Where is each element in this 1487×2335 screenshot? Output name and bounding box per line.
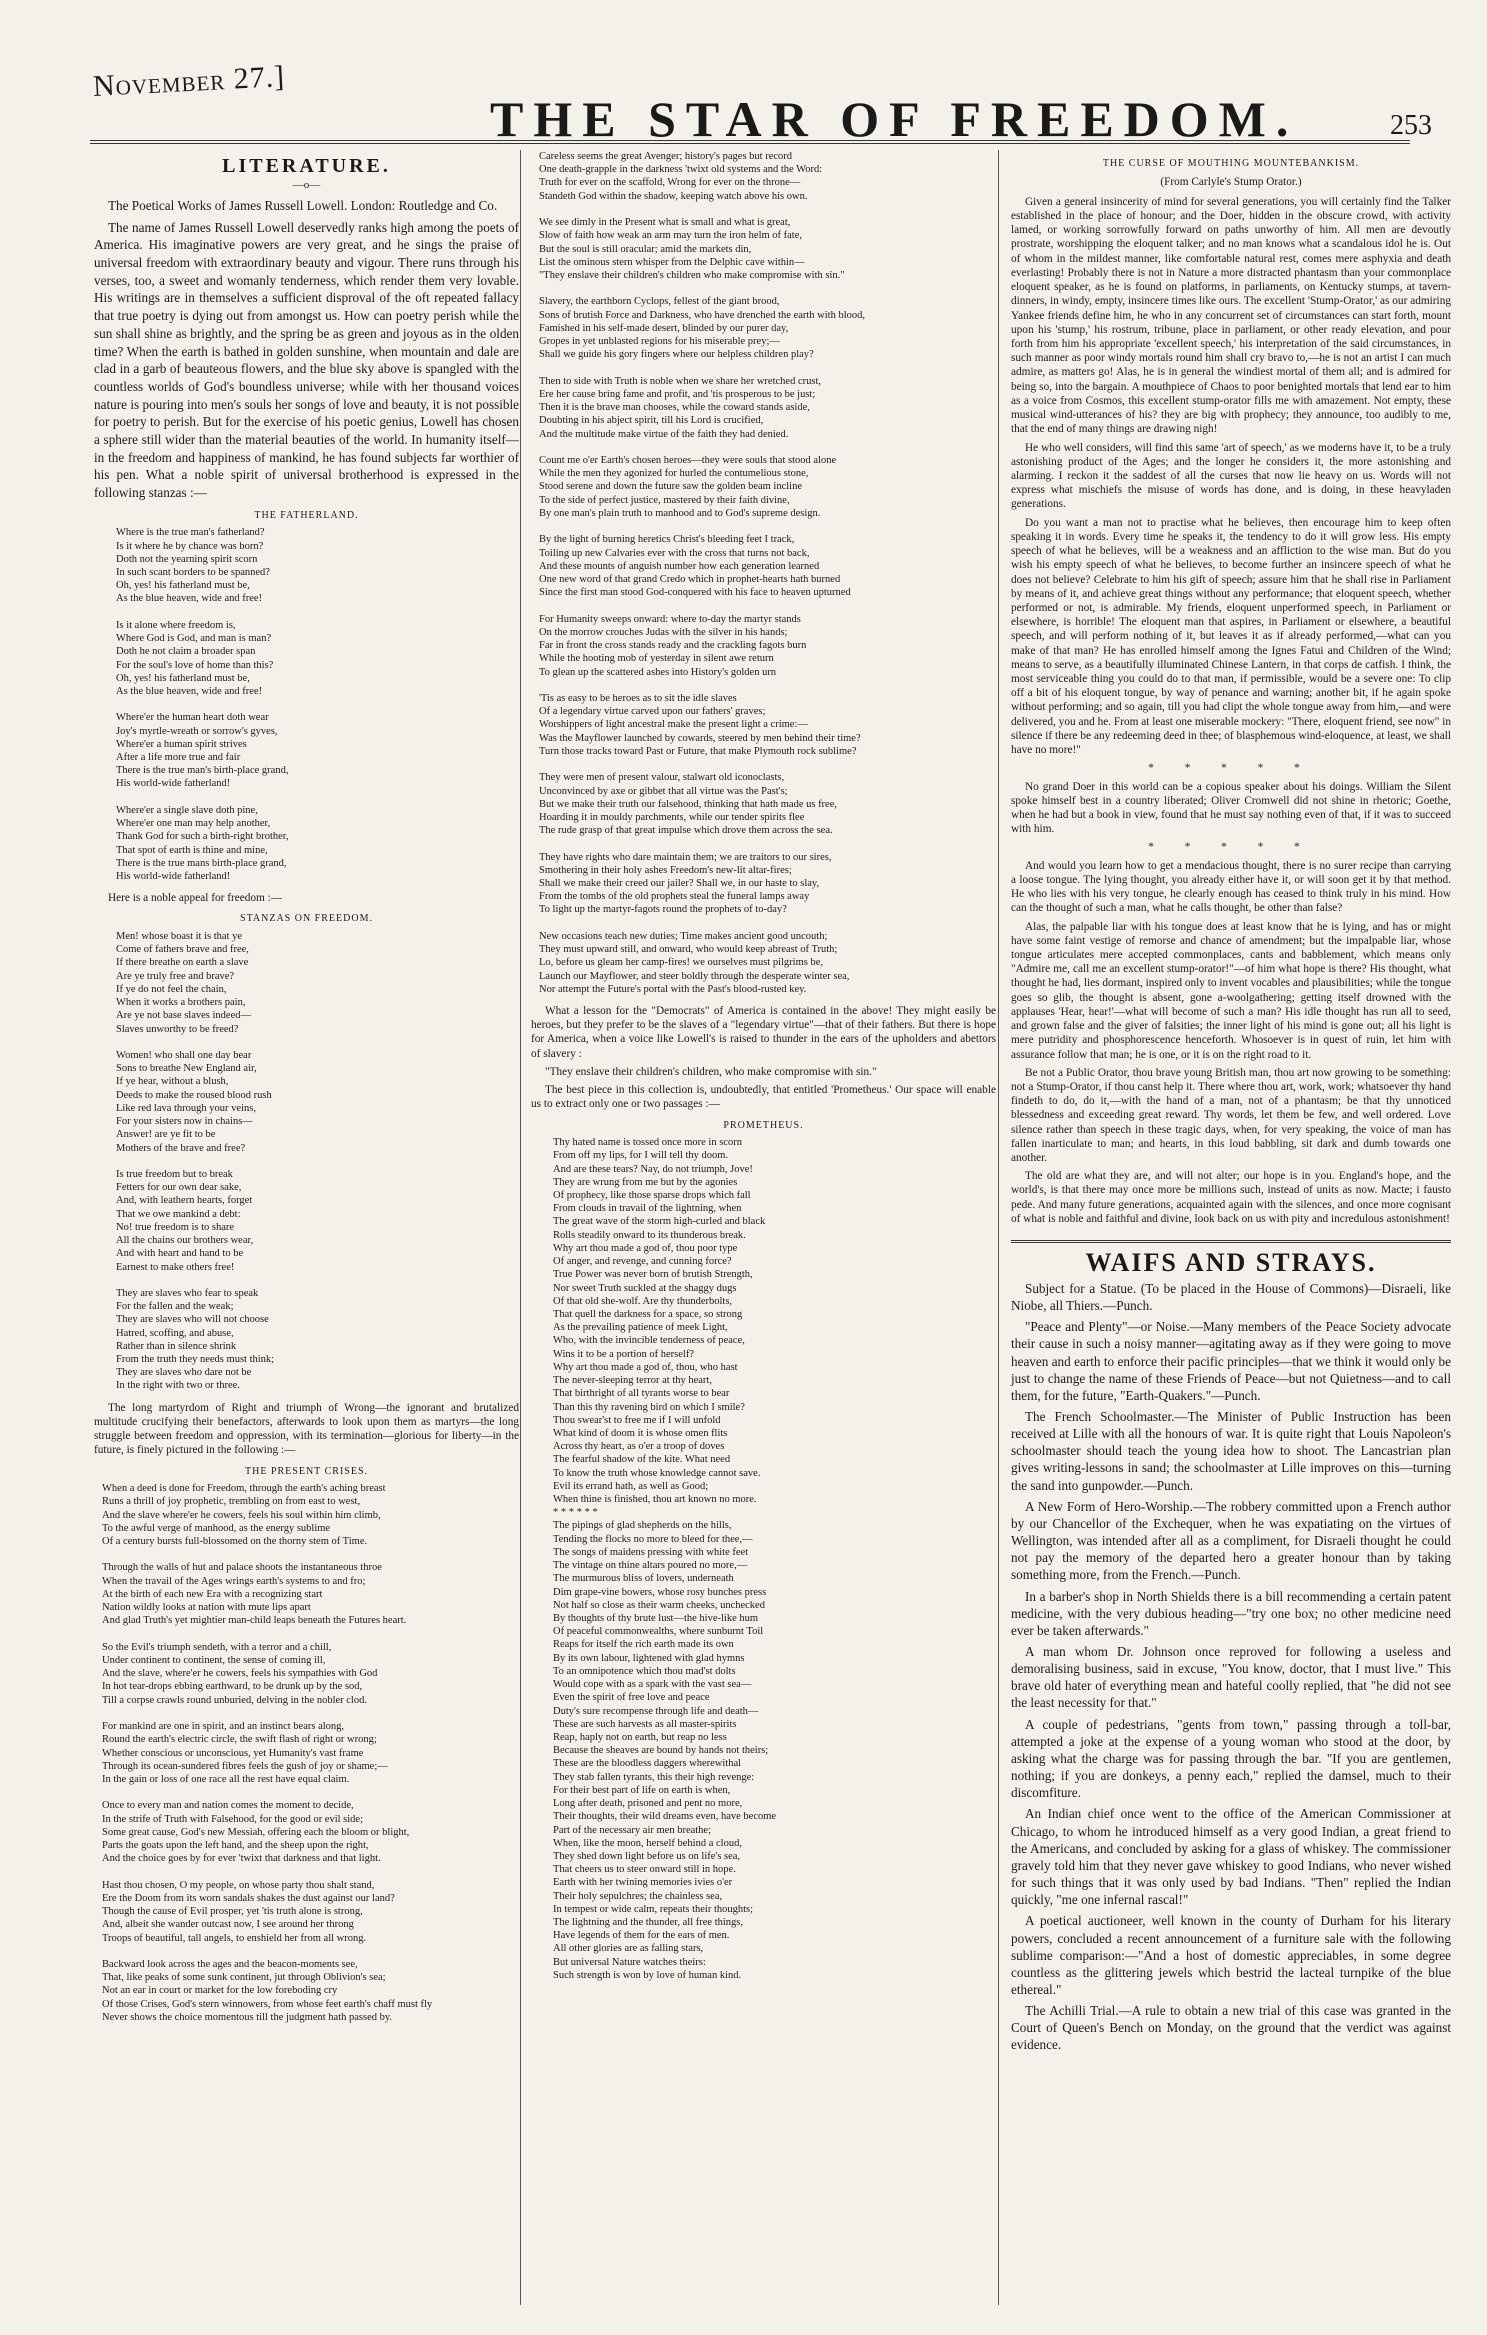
masthead-title: THE STAR OF FREEDOM. xyxy=(490,91,1299,147)
column-2 xyxy=(520,150,996,2305)
poem-title: THE PRESENT CRISES. xyxy=(245,1465,368,1477)
poem-title: PROMETHEUS. xyxy=(723,1119,804,1131)
article-title: THE CURSE OF MOUTHING MOUNTEBANKISM. xyxy=(1102,158,1360,169)
waif-item: The Achilli Trial.—A rule to obtain a new trial of this case was granted in the Court of Queen's Bench on Monday, on the ground that the verdict was against evidence. xyxy=(1011,2003,1451,2053)
review-paragraph: What a lesson for the "Democrats" of America is contained in the above! They might easily be heroes, but they prefer to be the slaves of a "legendary virtue"—that of their fathers. But there is hope for America, when a voice like Lowell's is raised to thunder in the ears of the upholders and abettors of slavery : xyxy=(531,1005,996,1060)
waif-item: A poetical auctioneer, well known in the county of Durham for his literary powers, concluded a recent announcement of a furniture sale with the following sublime comparison:—"And a host of domestic appreciables, in some degree countless as the glittering jewels which bestrid the lacteal turnpike of the blue ethereal." xyxy=(1011,1913,1451,1997)
waif-item: The French Schoolmaster.—The Minister of Public Instruction has been received at Lille with all the honours of war. It is quite right that Louis Napoleon's schoolmaster should teach the young idea how to shoot. The Lancastrian plan gives writing-lessons in sand; the schoolmaster at Lille improves on this—turning the sand into gunpowder.—Punch. xyxy=(1011,1408,1451,1493)
section-stars: * * * * * xyxy=(1148,841,1314,854)
poem-fatherland: Where is the true man's fatherland? Is it where he by chance was born? Doth not the yearning spirit scorn In such scant borders to be spanned? Oh, yes! his fatherland must be, As the blue heaven, wide and free! Is it alone where freedom is, Where God is God, and man is man? Doth he not claim a broader span For the soul's love of home than this? Oh, yes! his fatherland must be, As the blue heaven, wide and free! Where'er the human heart doth wear Joy's myrtle-wreath or sorrow's gyves, Where'er a human spirit strives After a life more true and fair There is the true man's birth-place grand, His world-wide fatherland! Where'er a single slave doth pine, Where'er one man may help another, Thank God for such a birth-right brother, That spot of earth is thine and mine, There is the true mans birth-place grand, His world-wide fatherland! xyxy=(116,527,289,883)
column-1 xyxy=(94,150,519,2305)
article-source: (From Carlyle's Stump Orator.) xyxy=(1160,175,1302,188)
page-header xyxy=(0,0,1487,150)
waif-item: In a barber's shop in North Shields there is a bill recommending a certain patent medicine, with the very dubious heading—"try one box; no other medicine need ever be taken afterwards." xyxy=(1011,1588,1451,1638)
poem-stanzas-freedom: Men! whose boast it is that ye Come of fathers brave and free, If there breathe on earth a slave Are ye truly free and brave? If ye do not feel the chain, When it works a brothers pain, Are ye not base slaves indeed— Slaves unworthy to be freed? Women! who shall one day bear Sons to breathe New England air, If ye hear, without a blush, Deeds to make the roused blood rush Like red lava through your veins, For your sisters now in chains— Answer! are ye fit to be Mothers of the brave and free? Is true freedom but to break Fetters for our own dear sake, And, with leathern hearts, forget That we owe mankind a debt: No! true freedom is to share All the chains our brothers wear, And with heart and hand to be Earnest to make others free! They are slaves who fear to speak For the fallen and the weak; They are slaves who will not choose Hatred, scoffing, and abuse, Rather than in silence shrink From the truth they needs must think; They are slaves who dare not be In the right with two or three. xyxy=(116,931,275,1392)
waif-item: "Peace and Plenty"—or Noise.—Many members of the Peace Society advocate their cause in such a noisy manner—agitating away as if they were going to move heaven and earth to enforce their pacific principles—that we think it would only be just to change the name of these Friends of Peace—but not Quietness—and to call them, for the future, "Earth-Quakers."—Punch. xyxy=(1011,1319,1451,1403)
waif-item: An Indian chief once went to the office of the American Commissioner at Chicago, to whom he introduced himself as a very good Indian, a great friend to the Americans, and concluded by asking for a glass of whiskey. The commissioner gravely told him that they never gave whiskey to good Indians, who never wished for such things that it was only used by bad Indians. "Then" replied the Indian quickly, "me one infernal rascal!" xyxy=(1011,1806,1451,1908)
waif-item: A couple of pedestrians, "gents from town," passing through a toll-bar, attempted a joke at the expense of a young woman who stood at the door, by asking what the charge was for passing through the bar. "If you are gentlemen, nothing; if you are donkeys, a penny each," replied the damsel, much to their discomfiture. xyxy=(1011,1716,1451,1801)
article-paragraph: Do you want a man not to practise what he believes, then encourage him to keep often speaking it in words. Every time he speaks it, the tendency to do it will grow less. His empty speech of what he believes, will be a weakness and an affliction to the wise man. But do you wish his empty speech of what he believes, to become further an insincere speech of what he does not believe? Celebrate to him his gift of speech; assure him that he shall rise in Parliament by means of it, and achieve great things without any performance; that eloquent speech, whether performed or not, is admirable. My friends, eloquent unperformed speech, in Parliament or elsewhere, is horrible! The eloquent man that aspires, in Parliament or elsewhere, a beautiful speech, and will perform nothing of it, but leaves it as if already performed,—what can you make of that man? He has enrolled himself among the Ignes Fatui and Children of the Wind; means to serve, as a beautifully illuminated Chinese Lantern, in that corps de catfish. I think, the most serviceable thing you could do to that man, if permissible, would be a severe one: To clip off a bit of his eloquent tongue, by way of penance and warning; another bit, if he again spoke without performing; and so again, till you had clipt the whole tongue away from him,—and were delivered, you and he. From at least one miserable mockery: "There, eloquent friend, see now" in silence if there be any redeeming deed in thee; of blasphemous wind-eloquence, at least, we shall have no more!" xyxy=(1011,516,1451,757)
book-citation: The Poetical Works of James Russell Lowell. London: Routledge and Co. xyxy=(108,198,498,214)
poem-present-crises: When a deed is done for Freedom, through the earth's aching breast Runs a thrill of joy prophetic, trembling on from east to west, And the slave where'er he cowers, feels his soul within him climb, To the awful verge of manhood, as the energy sublime Of a century bursts full-blossomed on the thorny stem of Time. Through the walls of hut and palace shoots the instantaneous throe When the travail of the Ages wrings earth's systems to and fro; At the birth of each new Era with a recognizing start Nation wildly looks at nation with mute lips apart And glad Truth's yet mightier man-child leaps beneath the Futures heart. So the Evil's triumph sendeth, with a terror and a chill, Under continent to continent, the sense of coming ill, And the slave, where'er he cowers, feels his sympathies with God In hot tear-drops ebbing earthward, to be drunk up by the sod, Till a corpse crawls round unburied, delving in the nobler clod. For mankind are one in spirit, and an instinct bears along, Round the earth's electric circle, the swift flash of right or wrong; Whether conscious or unconscious, yet Humanity's vast frame Through its ocean-sundered fibres feels the gush of joy or shame;— In the gain or loss of one race all the rest have equal claim. Once to every man and nation comes the moment to decide, In the strife of Truth with Falsehood, for the good or evil side; Some great cause, God's new Messiah, offering each the bloom or blight, Parts the goats upon the left hand, and the sheep upon the right, And the choice goes by for ever 'twixt that darkness and that light. Hast thou chosen, O my people, on whose party thou shalt stand, Ere the Doom from its worn sandals shakes the dust against our land? Though the cause of Evil prosper, yet 'tis truth alone is strong, And, albeit she wander outcast now, I see around her throng Troops of beautiful, tall angels, to enshield her from all wrong. Backward look across the ages and the beacon-moments see, That, like peaks of some sunk continent, jut through Oblivion's sea; Not an ear in court or market for the low foreboding cry Of those Crises, God's stern winnowers, from whose feet earth's chaff must fly Never shows the choice momentous till the judgment hath passed by. xyxy=(102,1483,433,2023)
article-paragraph: The old are what they are, and will not alter; our hope is in you. England's hope, and the world's, is that there may once more be millions such, instead of units as now. Macte; i fausto pede. And many future generations, acquainted again with the silences, and once more cognisant of what is noble and faithful and divine, look back on us with pity and incredulous astonishment! xyxy=(1011,1170,1451,1225)
waif-item: A New Form of Hero-Worship.—The robbery committed upon a French author by our Chancellor of the Exchequer, when he was expatiating on the virtues of Wellington, was intended after all as a compliment, for Disraeli thought he could not pay the memory of the departed hero a greater honour than by taking something more, from the French.—Punch. xyxy=(1011,1498,1451,1583)
poem-title: THE FATHERLAND. xyxy=(254,509,359,521)
waif-item: Subject for a Statue. (To be placed in the House of Commons)—Disraeli, like Niobe, all Thiers.—Punch. xyxy=(1011,1280,1451,1314)
quote-line: "They enslave their children's children, who make compromise with sin." xyxy=(545,1065,877,1078)
article-paragraph: No grand Doer in this world can be a copious speaker about his doings. William the Silent spoke himself best in a country liberated; Oliver Cromwell did not shine in rhetoric; Goethe, when he had but a book in view, found that he must say nothing even of that, if it was to succeed with him. xyxy=(1011,780,1451,836)
page-number: 253 xyxy=(1390,110,1432,141)
review-paragraph: The long martyrdom of Right and triumph of Wrong—the ignorant and brutalized multitude crucifying their benefactors, afterwards to look upon them as martyrs—the long struggle between freedom and oppression, with its termination—glorious for liberty—in the future, is finely pictured in the following :— xyxy=(94,1401,519,1457)
article-paragraph: Alas, the palpable liar with his tongue does at least know that he is lying, and has or might have some faint vestige of remorse and chance of amendment; but the impalpable liar, whose tongue articulates mere accepted commonplaces, cants and babblement, which means only "Admire me, call me an excellent stump-orator!"—of him what hope is there? His thought, what thought he had, lies dormant, inspired only to invent vocables and plausibilities; while the tongue goes so glib, the thought is absent, gone a-woolgathering; getting itself drowned with the applauses 'Hear, hear!'—what will become of such a man? His idle thought has run all to seed, and grown false and the giver of falsities; the inner light of his mind is gone out; all his light is mere putridity and phosphorescence henceforth. Whosoever is in quest of ruin, let him with assurance follow that man; he is one, or it is on the right road to it. xyxy=(1011,920,1451,1061)
header-rule xyxy=(90,140,1410,144)
poem-prometheus: Thy hated name is tossed once more in scorn From off my lips, for I will tell thy doom. And are these tears? Nay, do not triumph, Jove! They are wrung from me but by the agonies Of prophecy, like those sparse drops which fall From clouds in travail of the lightning, when The great wave of the storm high-curled and black Rolls steadily onward to its thunderous break. Why art thou made a god of, thou poor type Of anger, and revenge, and cunning force? True Power was never born of brutish Strength, Nor sweet Truth suckled at the shaggy dugs Of that old she-wolf. Are thy thunderbolts, That quell the darkness for a space, so strong As the prevailing patience of meek Light, Who, with the invincible tenderness of peace, Wins it to be a portion of herself? Why art thou made a god of, thou, who hast The never-sleeping terror at thy heart, That birthright of all tyrants worse to bear Than this thy ravening bird on which I smile? Thou swear'st to free me if I will unfold What kind of doom it is whose omen flits Across thy heart, as o'er a troop of doves The fearful shadow of the kite. What need To know the truth whose knowledge cannot save. Evil its errand hath, as well as Good; When thine is finished, thou art known no more. * * * * * * The pipings of glad shepherds on the hills, Tending the flocks no more to bleed for thee,— The songs of maidens pressing with white feet The vintage on thine altars poured no more,— The murmurous bliss of lovers, underneath Dim grape-vine bowers, whose rosy bunches press Not half so close as their warm cheeks, unchecked By thoughts of thy brute lust—the hive-like hum Of peaceful commonwealths, where sunburnt Toil Reaps for itself the rich earth made its own By its own labour, lightened with glad hymns To an omnipotence which thou mad'st dolts Would cope with as a spark with the vast sea— Even the spirit of free love and peace Duty's sure recompense through life and death— These are such harvests as all master-spirits Reap, haply not on earth, but reap no less Because the sheaves are bound by hands not theirs; These are the bloodless daggers wherewithal They stab fallen tyrants, this their high revenge: For their best part of life on earth is when, Long after death, prisoned and pent no more, Their thoughts, their wild dreams even, have become Part of the necessary air men breathe; When, like the moon, herself behind a cloud, They shed down light before us on life's sea, That cheers us to steer onward still in hope. Earth with her twining memories ivies o'er Their holy sepulchres; the chainless sea, In tempest or wide calm, repeats their thoughts; The lightning and the thunder, all free things, Have legends of them for the ears of men. All other glories are as falling stars, But universal Nature watches theirs: Such strength is won by love of human kind. xyxy=(553,1137,777,1981)
issue-date: November 27.] xyxy=(92,59,286,103)
ornament: —o— xyxy=(292,179,321,192)
article-paragraph: Given a general insincerity of mind for several generations, you will certainly find the Talker established in the place of honour; and the Doer, hidden in the obscure crowd, with activity lamed, or working sorrowfully forward on paths unworthy of him. All men are devoutly prostrate, worshipping the eloquent talker; and no man knows what a scandalous idol he is. Out of whom in the mildest manner, like comfortable natural rest, comes mere asphyxia and death everlasting! Probably there is not in Nature a more distracted phantasm than your commonplace eloquent speaker, as he is found on platforms, in parliaments, on Kentucky stumps, at tavern-dinners, in windy, empty, insincere times like ours. The excellent 'Stump-Orator,' as our admiring Yankee friends define him, he who in any concurrent set of circumstances can start forth, mount upon his 'stump,' his rostrum, tribune, place in parliament, or other ready elevation, and pour forth from him his appropriate 'excellent speech,' his interpretation of the said circumstances, in such manner as poor windy mortals round him shall cry bravo to,—he is not an artist I can much admire, as matters go! Alas, he is in general the windiest mortal of them all; and is admired for being so, into the bargain. A mouthpiece of Chaos to poor benighted mortals that lend ear to him as a voice from Cosmos, this excellent stump-orator fills me with amazement. Not empty, these musical wind-utterances of his? they are big with prophecy; they announce, too audibly to me, that the end of many things are drawing nigh! xyxy=(1011,195,1451,436)
waifs-heading: WAIFS AND STRAYS. xyxy=(1011,1240,1451,1280)
review-paragraph: Here is a noble appeal for freedom :— xyxy=(108,892,283,905)
article-paragraph: And would you learn how to get a mendacious thought, there is no surer recipe than carrying a loose tongue. The lying thought, you already either have it, or will soon get it by that method. He who lies with his very tongue, he clearly enough has ceased to think truly in his mind. How can the thought of such a man, what he calls thought, be other than false? xyxy=(1011,859,1451,915)
literature-heading: LITERATURE. xyxy=(222,155,391,177)
article-paragraph: Be not a Public Orator, thou brave young British man, thou art now growing to be something: not a Stump-Orator, if thou canst help it. There where thou art, work, work; whatsoever thy hand findeth to do, do it,—with the hand of a man, not of a phantasm; be that thy unnoticed blessedness and exceeding great reward. Thy words, let them be few, and well ordered. Love silence rather than speech in these tragic days, when, for very speaking, the voice of man has fallen inarticulate to man; and hearts, in this loud babbling, sit dark and dumb towards one another. xyxy=(1011,1066,1451,1165)
review-paragraph: The name of James Russell Lowell deservedly ranks high among the poets of America. His imaginative powers are very great, and he sings the praise of universal freedom with extraordinary beauty and vigour. There runs through his verses, too, a sweet and womanly tenderness, which render them very lovable. His writings are in themselves a sufficient disproval of the oft repeated fallacy that true poetry is dying out from amongst us. How can poetry perish while the sun shall shine as brightly, and the spring be as green and joyous as in the olden time? When the earth is bathed in golden sunshine, when mountain and dale are clad in a garb of beauteous flowers, and the blue sky above is spangled with the countless worlds of God's boundless universe; while with her thousand voices nature is pouring into men's souls her songs of love and beauty, it is not possible for poetry to perish. But for the exercise of his poetic genius, Lowell has chosen a sphere still wider than the material beauties of the world. In humanity itself—in the freedom and happiness of mankind, he has found subjects far worthier of his pen. What a noble spirit of universal brotherhood is expressed in the following stanzas :— xyxy=(94,219,519,501)
column-3 xyxy=(998,150,1451,2305)
waif-item: A man whom Dr. Johnson once reproved for following a useless and demoralising business, said in excuse, "You know, doctor, that I must live." This brave old hater of everything mean and hateful coolly replied, that "he did not see the least necessity for that." xyxy=(1011,1644,1451,1711)
review-paragraph: The best piece in this collection is, undoubtedly, that entitled 'Prometheus.' Our space will enable us to extract only one or two passages :— xyxy=(531,1084,996,1111)
section-stars: * * * * * xyxy=(1148,762,1314,775)
article-paragraph: He who well considers, will find this same 'art of speech,' as we moderns have it, to be a truly astonishing product of the Ages; and the longer he considers it, the more astonishing and alarming. I reckon it the saddest of all the curses that now lie heavy on us. Words will not express what mischiefs the misuse of words has done, and is doing, in these heavyladen generations. xyxy=(1011,441,1451,511)
poem-present-crises-cont: Careless seems the great Avenger; history's pages but record One death-grapple in the darkness 'twixt old systems and the Word: Truth for ever on the scaffold, Wrong for ever on the throne— Standeth God within the shadow, keeping watch above his own. We see dimly in the Present what is small and what is great, Slow of faith how weak an arm may turn the iron helm of fate, But the soul is still oracular; amid the markets din, List the ominous stern whisper from the Delphic cave within— "They enslave their children's children who make compromise with sin." Slavery, the earthborn Cyclops, fellest of the giant brood, Sons of brutish Force and Darkness, who have drenched the earth with blood, Famished in his self-made desert, blinded by our purer day, Gropes in yet unblasted regions for his miserable prey;— Shall we guide his gory fingers where our helpless children play? Then to side with Truth is noble when we share her wretched crust, Ere her cause bring fame and profit, and 'tis prosperous to be just; Then it is the brave man chooses, while the coward stands aside, Doubting in his abject spirit, till his Lord is crucified, And the multitude make virtue of the faith they had denied. Count me o'er Earth's chosen heroes—they were souls that stood alone While the men they agonized for hurled the contumelious stone, Stood serene and down the future saw the golden beam incline To the side of perfect justice, mastered by their faith divine, By one man's plain truth to manhood and to God's supreme design. By the light of burning heretics Christ's bleeding feet I track, Toiling up new Calvaries ever with the cross that turns not back, And these mounts of anguish number how each generation learned One new word of that grand Credo which in prophet-hearts hath burned Since the first man stood God-conquered with his face to heaven upturned For Humanity sweeps onward: where to-day the martyr stands On the morrow crouches Judas with the silver in his hands; Far in front the cross stands ready and the crackling fagots burn While the hooting mob of yesterday in silent awe return To glean up the scattered ashes into History's golden urn 'Tis as easy to be heroes as to sit the idle slaves Of a legendary virtue carved upon our fathers' graves; Worshippers of light ancestral make the present light a crime:— Was the Mayflower launched by cowards, steered by men behind their time? Turn those tracks toward Past or Future, that make Plymouth rock sublime? They were men of present valour, stalwart old iconoclasts, Unconvinced by axe or gibbet that all virtue was the Past's; But we make their truth our falsehood, thinking that hath made us free, Hoarding it in mouldy parchments, while our tender spirits flee The rude grasp of that great impulse which drove them across the sea. They have rights who dare maintain them; we are traitors to our sires, Smothering in their holy ashes Freedom's new-lit altar-fires; Shall we make their creed our jailer? Shall we, in our haste to slay, From the tombs of the old prophets steal the funeral lamps away To light up the martyr-fagots round the prophets of to-day? New occasions teach new duties; Time makes ancient good uncouth; They must upward still, and onward, who would keep abreast of Truth; Lo, before us gleam her camp-fires! we ourselves must pilgrims be, Launch our Mayflower, and steer boldly through the desperate winter sea, Nor attempt the Future's portal with the Past's blood-rusted key. xyxy=(539,151,866,995)
poem-title: STANZAS ON FREEDOM. xyxy=(240,913,373,925)
